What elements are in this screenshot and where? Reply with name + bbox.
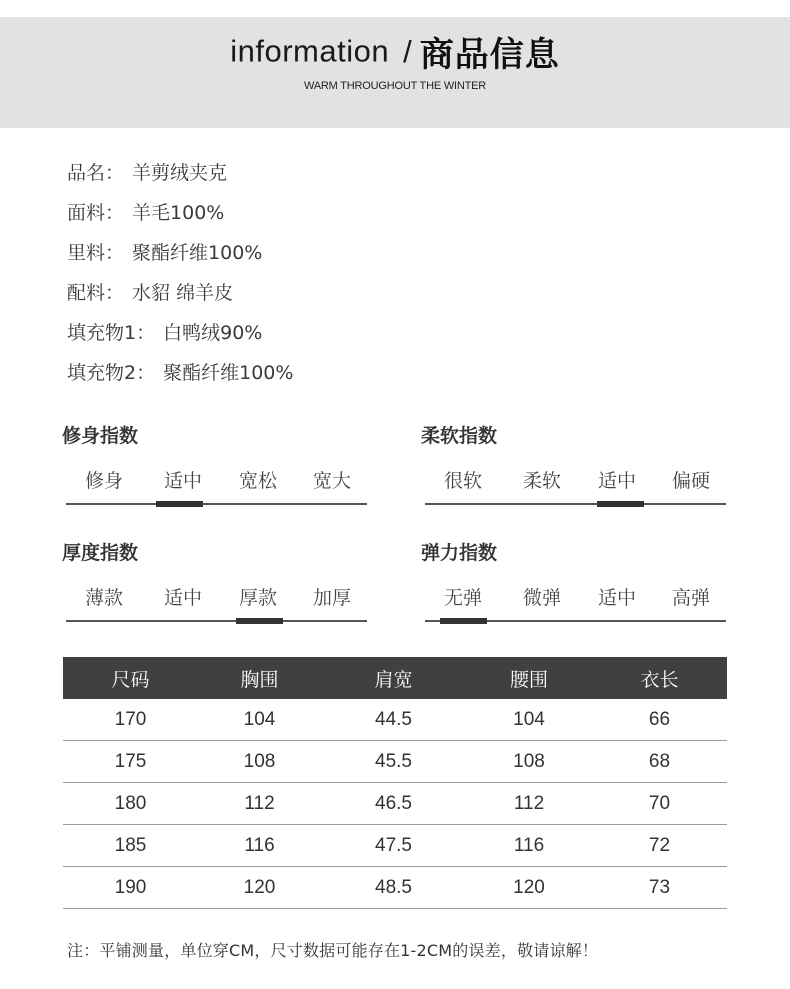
info-colon: ： [136,322,156,344]
info-label: 填充物1 [67,322,137,344]
scale-title: 修身指数 [62,425,139,447]
scale-option: 很软 [443,470,482,492]
measurement-note: 注：平铺测量，单位穿CM，尺寸数据可能存在1-2CM的误差，敬请谅解！ [67,941,599,960]
scale-selected-marker [440,618,487,624]
product-info-list [67,158,293,398]
cell-chest: 116 [198,825,321,867]
table-row [63,783,727,825]
scale-option: 加厚 [312,587,351,609]
header-length: 衣长 [592,657,727,699]
scale-option: 适中 [163,470,202,492]
info-label: 品名 [67,162,106,184]
scale-options [421,467,726,501]
thickness-index-scale [62,538,367,618]
info-label: 填充物2 [67,362,137,384]
cell-size: 180 [63,783,198,825]
scale-option: 适中 [597,587,636,609]
scale-options [421,584,726,618]
cell-shoulder: 45.5 [321,741,466,783]
cell-length: 72 [592,825,727,867]
header-size: 尺码 [63,657,198,699]
info-colon: ： [136,362,156,384]
scale-option: 高弹 [671,587,710,609]
info-row-filling-1 [67,318,293,358]
info-colon: ： [105,162,125,184]
table-row [63,867,727,909]
page-title [0,27,790,76]
info-row-name [67,158,293,198]
scale-option: 适中 [597,470,636,492]
info-value: 白鸭绒90% [163,322,263,344]
cell-shoulder: 46.5 [321,783,466,825]
title-slash: / [403,33,412,69]
header-shoulder: 肩宽 [321,657,466,699]
cell-length: 66 [592,699,727,741]
cell-chest: 112 [198,783,321,825]
cell-size: 175 [63,741,198,783]
scale-option: 宽松 [238,470,277,492]
info-row-fabric [67,198,293,238]
scale-option: 无弹 [443,587,482,609]
table-row [63,699,727,741]
cell-shoulder: 48.5 [321,867,466,909]
title-english: information [230,33,390,69]
info-row-lining [67,238,293,278]
info-label: 面料 [67,202,106,224]
info-value: 聚酯纤维100% [132,242,263,264]
elasticity-index-scale [421,538,726,618]
cell-waist: 108 [466,741,592,783]
header-chest: 胸围 [198,657,321,699]
scale-option: 适中 [163,587,202,609]
scale-option: 柔软 [522,470,561,492]
cell-chest: 108 [198,741,321,783]
scale-title: 柔软指数 [421,425,498,447]
scale-selected-marker [156,501,203,507]
cell-waist: 120 [466,867,592,909]
cell-size: 185 [63,825,198,867]
banner-subtitle: WARM THROUGHOUT THE WINTER [304,80,486,92]
info-colon: ： [105,242,125,264]
scale-option: 修身 [84,470,123,492]
scale-title: 厚度指数 [62,542,139,564]
info-row-filling-2 [67,358,293,398]
info-value: 羊剪绒夹克 [132,162,228,184]
info-value: 水貂 绵羊皮 [132,282,234,304]
cell-length: 73 [592,867,727,909]
table-header-row [63,657,727,699]
table-row [63,825,727,867]
scale-title: 弹力指数 [421,542,498,564]
scale-option: 厚款 [238,587,277,609]
cell-length: 68 [592,741,727,783]
table-row [63,741,727,783]
cell-shoulder: 47.5 [321,825,466,867]
scale-option: 宽大 [312,470,351,492]
scale-option: 微弹 [522,587,561,609]
cell-waist: 104 [466,699,592,741]
info-colon: ： [105,282,125,304]
cell-size: 170 [63,699,198,741]
info-value: 羊毛100% [132,202,225,224]
info-row-trim [67,278,293,318]
cell-chest: 104 [198,699,321,741]
scale-option: 薄款 [84,587,123,609]
info-label: 配料 [67,282,106,304]
scale-option: 偏硬 [671,470,710,492]
scale-selected-marker [236,618,283,624]
scale-selected-marker [597,501,644,507]
cell-shoulder: 44.5 [321,699,466,741]
header-waist: 腰围 [466,657,592,699]
cell-length: 70 [592,783,727,825]
scale-track [425,503,726,505]
info-label: 里料 [67,242,106,264]
scale-options [62,584,367,618]
scale-options [62,467,367,501]
cell-waist: 116 [466,825,592,867]
size-table [63,657,727,909]
info-colon: ： [105,202,125,224]
cell-size: 190 [63,867,198,909]
cell-waist: 112 [466,783,592,825]
fit-index-scale [62,421,367,501]
scale-track [66,620,367,622]
softness-index-scale [421,421,726,501]
info-value: 聚酯纤维100% [163,362,294,384]
cell-chest: 120 [198,867,321,909]
title-chinese: 商品信息 [419,35,560,75]
scale-track [66,503,367,505]
